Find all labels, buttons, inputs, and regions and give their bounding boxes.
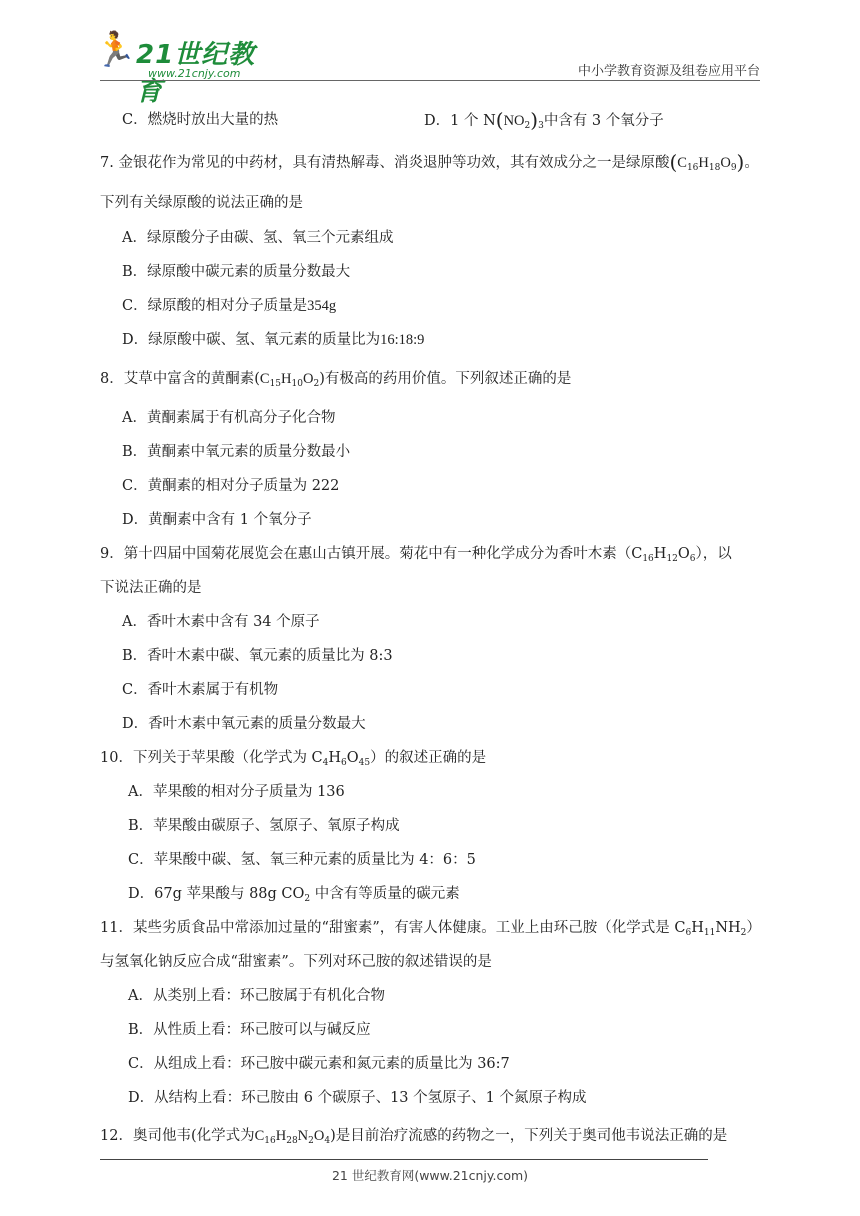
header-divider [100,80,760,81]
runner-icon: 🏃 [94,30,137,70]
q10-stem: 10．下列关于苹果酸（化学式为 $C_4H_6O_{45}$）的叙述正确的是 [100,750,487,768]
q10-option-a: A．苹果酸的相对分子质量为 136 [128,784,345,800]
q9-option-c: C．香叶木素属于有机物 [122,682,279,698]
site-logo[interactable] [94,30,264,107]
q7-stem: 7. 金银花作为常见的中药材，具有清热解毒、消炎退肿等功效，其有效成分之一是绿原酸$(C_{16}H_{18}O_9)$。 [100,150,759,174]
q11-option-b: B．从性质上看：环己胺可以与碱反应 [128,1022,371,1038]
logo-text: 21世纪教育 [136,40,256,107]
q11-stem: 11．某些劣质食品中常添加过量的“甜蜜素”，有害人体健康。工业上由环己胺（化学式是 $C_6H_{11}NH_2$） [100,920,761,938]
q7-option-b: B．绿原酸中碳元素的质量分数最大 [122,264,351,280]
q7-option-a: A．绿原酸分子由碳、氢、氧三个元素组成 [122,230,394,246]
footer-divider [100,1159,708,1160]
q11-option-a: A．从类别上看：环己胺属于有机化合物 [128,988,385,1004]
q9-option-b: B．香叶木素中碳、氧元素的质量比为 8:3 [122,648,393,664]
q8-stem: 8．艾草中富含的黄酮素$(C_{15}H_{10}O_2)$有极高的药用价值。下列叙述正确的是 [100,371,572,389]
q9-option-a: A．香叶木素中含有 34 个原子 [122,614,320,630]
q8-option-b: B．黄酮素中氧元素的质量分数最小 [122,444,351,460]
q9-stem: 9．第十四届中国菊花展览会在惠山古镇开展。菊花中有一种化学成分为香叶木素$(C_{16}H_{12}O_6)$，以 [100,546,732,564]
q6-options-cd [122,108,664,132]
q7-option-c: C．绿原酸的相对分子质量是354g [122,298,337,314]
q7-stem-line2: 下列有关绿原酸的说法正确的是 [100,195,303,211]
q11-stem-line2: 与氢氧化钠反应合成“甜蜜素”。下列对环己胺的叙述错误的是 [100,954,492,970]
q11-option-d: D．从结构上看：环己胺由 6 个碳原子、13 个氢原子、1 个氮原子构成 [128,1090,587,1106]
q12-stem: 12．奥司他韦(化学式为$C_{16}H_{28}N_2O_4$)是目前治疗流感的药物之一，下列关于奥司他韦说法正确的是 [100,1128,728,1146]
q9-stem-line2: 下说法正确的是 [100,580,202,596]
q11-option-c: C．从组成上看：环己胺中碳元素和氮元素的质量比为 36:7 [128,1056,510,1072]
q8-option-a: A．黄酮素属于有机高分子化合物 [122,410,336,426]
option-d: D．1 个 $N(NO_2)_3$中含有 3 个氧分子 [424,108,664,132]
option-c: C．燃烧时放出大量的热 [122,112,279,128]
page-footer[interactable]: 21 世纪教育网(www.21cnjy.com) [331,1168,529,1183]
q9-option-d: D．香叶木素中氧元素的质量分数最大 [122,716,366,732]
q10-option-d: D．67g 苹果酸与 88g $CO_2$ 中含有等质量的碳元素 [128,886,460,904]
q10-option-b: B．苹果酸由碳原子、氢原子、氧原子构成 [128,818,400,834]
q8-option-d: D．黄酮素中含有 1 个氧分子 [122,512,312,528]
q10-option-c: C．苹果酸中碳、氢、氧三种元素的质量比为 4：6：5 [128,852,476,868]
q7-option-d: D．绿原酸中碳、氢、氧元素的质量比为16:18:9 [122,332,425,348]
platform-title: 中小学教育资源及组卷应用平台 [577,64,760,79]
q8-option-c: C．黄酮素的相对分子质量为 222 [122,478,340,494]
page-header [0,0,860,107]
logo-url: www.21cnjy.com [148,67,241,80]
